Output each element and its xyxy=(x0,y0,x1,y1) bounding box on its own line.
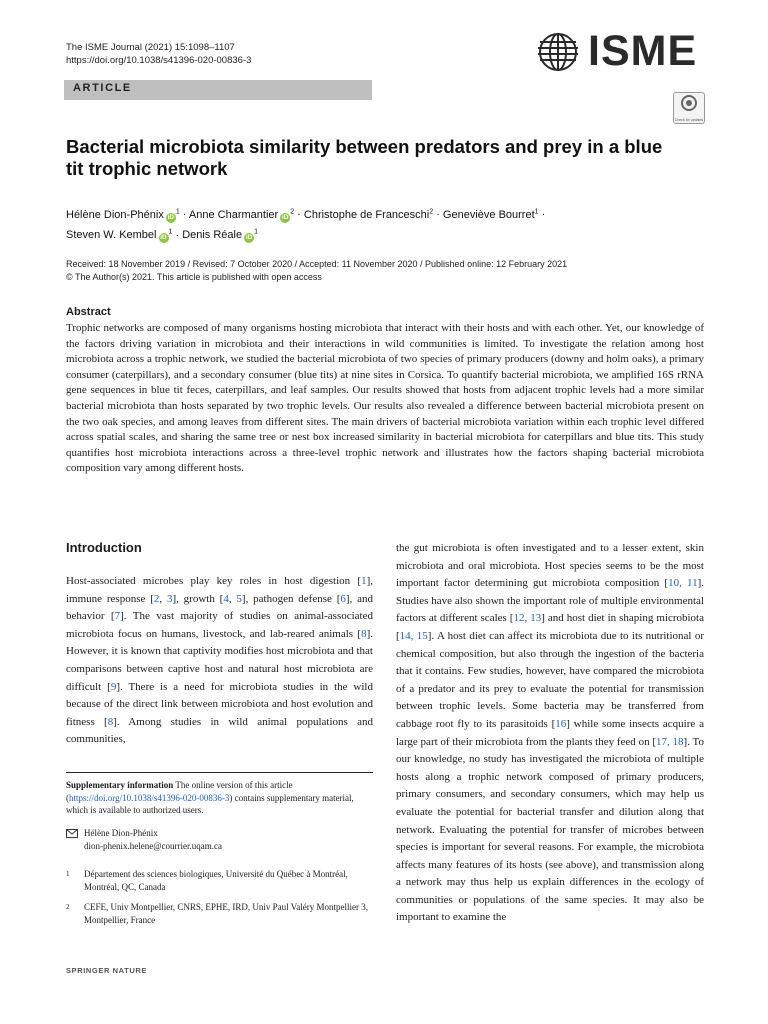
citation-link[interactable]: 17, 18 xyxy=(656,735,684,748)
abstract-heading: Abstract xyxy=(66,306,111,318)
dates-line: Received: 18 November 2019 / Revised: 7 October 2020 / Accepted: 11 November 2020 / Published online: 12 February 2021 xyxy=(66,259,568,269)
supp-doi-link[interactable]: https://doi.org/10.1038/s41396-020-00836-3 xyxy=(69,792,230,803)
author-list: Hélène Dion-Phénix $iD^1$ · Anne Charmantier $iD^2$ · Christophe de Franceschi$^2$ · Geneviève Bourret$^1$ · Steven W. Kembel $iD^1$ · Denis Réale $iD^1$ xyxy=(66,208,546,242)
supplementary-note: Supplementary information The online version of this article (https://doi.org/10.1038/s41396-020-00836-3) contains supplementary material, which is available to authorized users. xyxy=(66,780,354,815)
author[interactable] xyxy=(189,209,294,221)
footnote-divider xyxy=(66,772,373,773)
affiliation-text: Département des sciences biologiques, Université du Québec à Montréal, Montréal, QC, Canada xyxy=(84,869,348,892)
citation-link[interactable]: 5 xyxy=(236,592,242,605)
article-title: Bacterial microbiota similarity between predators and prey in a blue tit trophic network xyxy=(66,136,663,179)
citation-link[interactable]: 1 xyxy=(361,575,367,587)
intro-left-column: Host-associated microbes play key roles in host digestion [1], immune response [2, 3], growth [4, 5], pathogen defense [6], and behavior [7]. The vast majority of studies on animal-associated microbiota focus on humans, livestock, and lab-reared animals [8]. However, it is known that captivity modifies host microbiota and that comparisons between captive host and natural host microbiota are difficult [9]. There is a need for microbiota studies in the wild because of the direct link between microbiota and host evolution and fitness [8]. Among studies in wild animal populations and communities, xyxy=(66,575,373,746)
check-updates-icon xyxy=(674,93,704,113)
citation-link[interactable]: 8 xyxy=(361,627,367,640)
citation-link[interactable]: 7 xyxy=(114,610,121,623)
citation-link[interactable]: 4 xyxy=(223,592,229,605)
author[interactable] xyxy=(443,209,539,221)
author[interactable] xyxy=(182,229,258,241)
author-name: Denis Réale xyxy=(182,229,243,242)
author-name: Hélène Dion-Phénix xyxy=(66,208,164,221)
springer-nature-logo: SPRINGER NATURE xyxy=(66,966,147,975)
author[interactable] xyxy=(66,209,180,221)
author-name: Anne Charmantier xyxy=(188,208,279,221)
citation-link[interactable]: 8 xyxy=(107,715,114,728)
orcid-icon[interactable]: iD xyxy=(160,234,167,242)
citation-link[interactable]: 10, 11 xyxy=(668,577,698,590)
globe-logo-icon xyxy=(534,32,582,72)
check-updates-badge[interactable] xyxy=(673,92,705,124)
affiliation-2 xyxy=(66,901,373,926)
citation-link[interactable]: 6 xyxy=(340,592,346,605)
author[interactable] xyxy=(304,209,433,221)
abstract-body: Trophic networks are composed of many organisms hosting microbiota that interact with their hosts and with each other. Yet, our knowledge of the factors driving variation in microbiota and their interactions in wild communities is limited. To investigate the relation among host microbiota across a trophic network, we studied the bacterial microbiota of two species of primary producers (downy and holm oaks), a primary consumer (caterpillars), and a secondary consumer (blue tits) at nine sites in Corsica. To quantify bacterial microbiota, we amplified 16S rRNA gene sequences in blue tit feces, caterpillars, and leaf samples. Our results showed that hosts from adjacent trophic levels had a more similar bacterial microbiota than hosts separated by two trophic levels. Our results also revealed a difference between bacterial microbiota present on the two oak species, and among leaves from different sites. The main drivers of bacterial microbiota variation within each trophic level differed across spatial scales, and sharing the same tree or nest box increased similarity in bacterial microbiota for caterpillars and blue tits. This study quantifies host microbiota interactions across a three-level trophic network and illustrates how the factors shaping bacterial microbiota composition vary among different hosts. xyxy=(66,322,704,475)
affiliation-superscript: 1 xyxy=(534,208,539,215)
check-updates-label: Check for updates xyxy=(674,118,704,122)
citation-link[interactable]: 2 xyxy=(153,592,160,605)
affiliation-superscript: 1 xyxy=(175,208,180,215)
orcid-icon[interactable]: iD xyxy=(281,213,289,221)
envelope-icon xyxy=(66,829,78,838)
contact-email[interactable]: dion-phenix.helene@courrier.uqam.ca xyxy=(84,840,222,851)
supp-label: Supplementary information xyxy=(66,780,174,790)
affiliation-number: 2 xyxy=(66,903,70,911)
orcid-icon[interactable]: iD xyxy=(167,213,175,221)
isme-logo-text: ISME xyxy=(588,27,698,75)
affiliation-superscript: 2 xyxy=(429,208,434,215)
doi-link[interactable]: https://doi.org/10.1038/s41396-020-00836-3 xyxy=(66,55,252,66)
affiliation-superscript: 1 xyxy=(254,228,259,236)
affiliation-number: 1 xyxy=(66,870,70,878)
citation-link[interactable]: 3 xyxy=(166,592,173,605)
affiliation-superscript: 1 xyxy=(168,228,173,236)
citation-link[interactable]: 16 xyxy=(555,717,567,730)
corresponding-author xyxy=(66,827,373,852)
citation-link[interactable]: 9 xyxy=(110,680,117,693)
author-name: Geneviève Bourret xyxy=(442,208,535,221)
copyright-line: © The Author(s) 2021. This article is published with open access xyxy=(66,271,322,282)
affiliation-superscript: 2 xyxy=(290,208,295,215)
author-name: Christophe de Franceschi xyxy=(303,208,430,221)
affiliation-1 xyxy=(66,868,373,893)
author[interactable] xyxy=(66,229,172,241)
intro-right-column: the gut microbiota is often investigated and to a lesser extent, skin microbiota and oral microbiota. Host species seems to be the most important factor determining gut microbiota composition [10, 11]. Studies have also shown the important role of multiple environmental factors at different scales [12, 13] and host diet in shaping microbiota [14, 15]. A host diet can affect its microbiota due to its nutritional or chemical composition, but also through the ingestion of the bacteria that it contains. Few studies, however, have compared the microbiota of a predator and its prey to evaluate the potential for transmission between trophic levels. Some bacteria may be transferred from cabbage root fly to its parasitoids [16] while some insects acquire a large part of their microbiota from the plants they feed on [17, 18]. To our knowledge, no study has investigated the microbiota of multiple hosts along a trophic network composed of primary producers, primary consumers, and secondary consumers, which may help us evaluate the potential for bacterial transfer and dilution along that network. Evaluating the potential for transfer of microbes between species is important for several reasons. For example, the microbiota affects many features of its hosts (see above), and transmission along a network may thus help us explain differences in the ecology of communities or populations of the same species. It may also be important to examine the xyxy=(396,542,705,924)
affiliation-text: CEFE, Univ Montpellier, CNRS, EPHE, IRD, Univ Paul Valéry Montpellier 3, Montpellier, France xyxy=(84,902,368,925)
citation-link[interactable]: 12, 13 xyxy=(513,612,542,625)
article-type-label: ARTICLE xyxy=(73,82,132,94)
publication-dates xyxy=(66,258,706,283)
journal-citation: The ISME Journal (2021) 15:1098–1107 xyxy=(66,42,235,53)
author-name: Steven W. Kembel xyxy=(66,229,157,242)
orcid-icon[interactable]: iD xyxy=(245,234,253,242)
citation-link[interactable]: 14, 15 xyxy=(399,629,428,642)
contact-name: Hélène Dion-Phénix xyxy=(84,828,158,838)
introduction-heading: Introduction xyxy=(66,540,142,555)
